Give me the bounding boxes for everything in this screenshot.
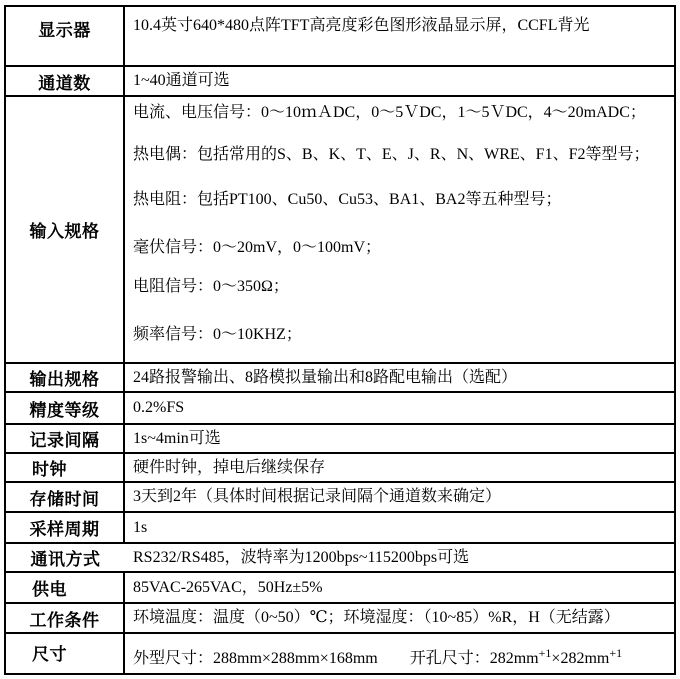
row-dimensions-label: 尺寸 <box>6 634 125 673</box>
row-clock-value: 硬件时钟，掉电后继续保存 <box>133 458 326 476</box>
row-working-conditions <box>6 604 674 634</box>
row-working-conditions-value: 环境温度：温度（0~50）℃；环境湿度：（10~85）%R，H（无结露） <box>133 609 620 626</box>
row-display-label: 显示器 <box>6 7 125 65</box>
cutout-dimensions: 开孔尺寸：$282mm^{+1}\times 282mm^{+1}$ <box>409 646 623 667</box>
tolerance-superscript: +1 <box>538 646 552 660</box>
row-record-interval-value: 1s~4min可选 <box>133 429 221 447</box>
row-display-value: 10.4英寸640*480点阵TFT高亮度彩色图形液晶显示屏，CCFL背光 <box>133 17 590 34</box>
row-storage-time-value: 3天到2年（具体时间根据记录间隔个通道数来确定） <box>133 488 502 505</box>
row-dimensions <box>6 634 674 673</box>
row-communication-value: RS232/RS485，波特率为1200bps~115200bps可选 <box>133 548 470 566</box>
input-spec-millivolt: 毫伏信号：0～20mV，0～100mV； <box>133 239 382 256</box>
row-output-specs-value: 24路报警输出、8路模拟量输出和8路配电输出（选配） <box>133 368 518 386</box>
row-display <box>6 7 674 67</box>
row-sample-period <box>6 513 674 544</box>
row-channels-value: 1~40通道可选 <box>133 72 230 89</box>
row-record-interval-label: 记录间隔 <box>6 425 125 452</box>
input-spec-thermocouple: 热电偶：包括常用的S、B、K、T、E、J、R、N、WRE、F1、F2等型号； <box>133 146 650 163</box>
outer-dimensions: 外型尺寸：288mm×288mm×168mm 开孔尺寸：$282mm^{+1}\times 282mm^{+1}$ <box>133 646 623 667</box>
row-accuracy-value: 0.2%FS <box>133 399 185 416</box>
row-accuracy-label: 精度等级 <box>6 393 125 423</box>
row-input-specs-value <box>125 97 674 362</box>
row-communication-label: 通讯方式 <box>30 550 101 569</box>
row-input-specs-label: 输入规格 <box>6 97 125 362</box>
tolerance-superscript: +1 <box>609 646 623 660</box>
row-working-conditions-label: 工作条件 <box>6 604 125 632</box>
row-dimensions-value <box>125 634 674 673</box>
input-spec-rtd: 热电阻：包括PT100、Cu50、Cu53、BA1、BA2等五种型号； <box>133 191 562 208</box>
row-sample-period-label: 采样周期 <box>6 513 125 542</box>
row-clock-label: 时钟 <box>6 454 125 481</box>
row-clock <box>6 454 674 483</box>
row-power-supply <box>6 573 674 604</box>
row-sample-period-value: 1s <box>133 518 148 536</box>
spec-table <box>4 5 676 675</box>
row-channels <box>6 67 674 97</box>
row-output-specs <box>6 364 674 393</box>
input-spec-frequency: 频率信号：0～10KHZ； <box>133 326 302 343</box>
input-spec-resistance: 电阻信号：0～350Ω； <box>133 278 289 295</box>
row-output-specs-label: 输出规格 <box>6 364 125 391</box>
row-power-supply-value: 85VAC-265VAC，50Hz±5% <box>133 578 323 596</box>
row-storage-time-label: 存储时间 <box>6 483 125 511</box>
row-channels-label: 通道数 <box>6 67 125 95</box>
row-accuracy <box>6 393 674 425</box>
row-power-supply-label: 供电 <box>6 573 125 602</box>
row-storage-time <box>6 483 674 513</box>
row-input-specs <box>6 97 674 364</box>
row-communication <box>6 544 674 573</box>
input-spec-current-voltage: 电流、电压信号：0～10ｍＡDC，0～5ＶDC，1～5ＶDC，4～20mADC； <box>133 104 646 121</box>
row-record-interval <box>6 425 674 454</box>
